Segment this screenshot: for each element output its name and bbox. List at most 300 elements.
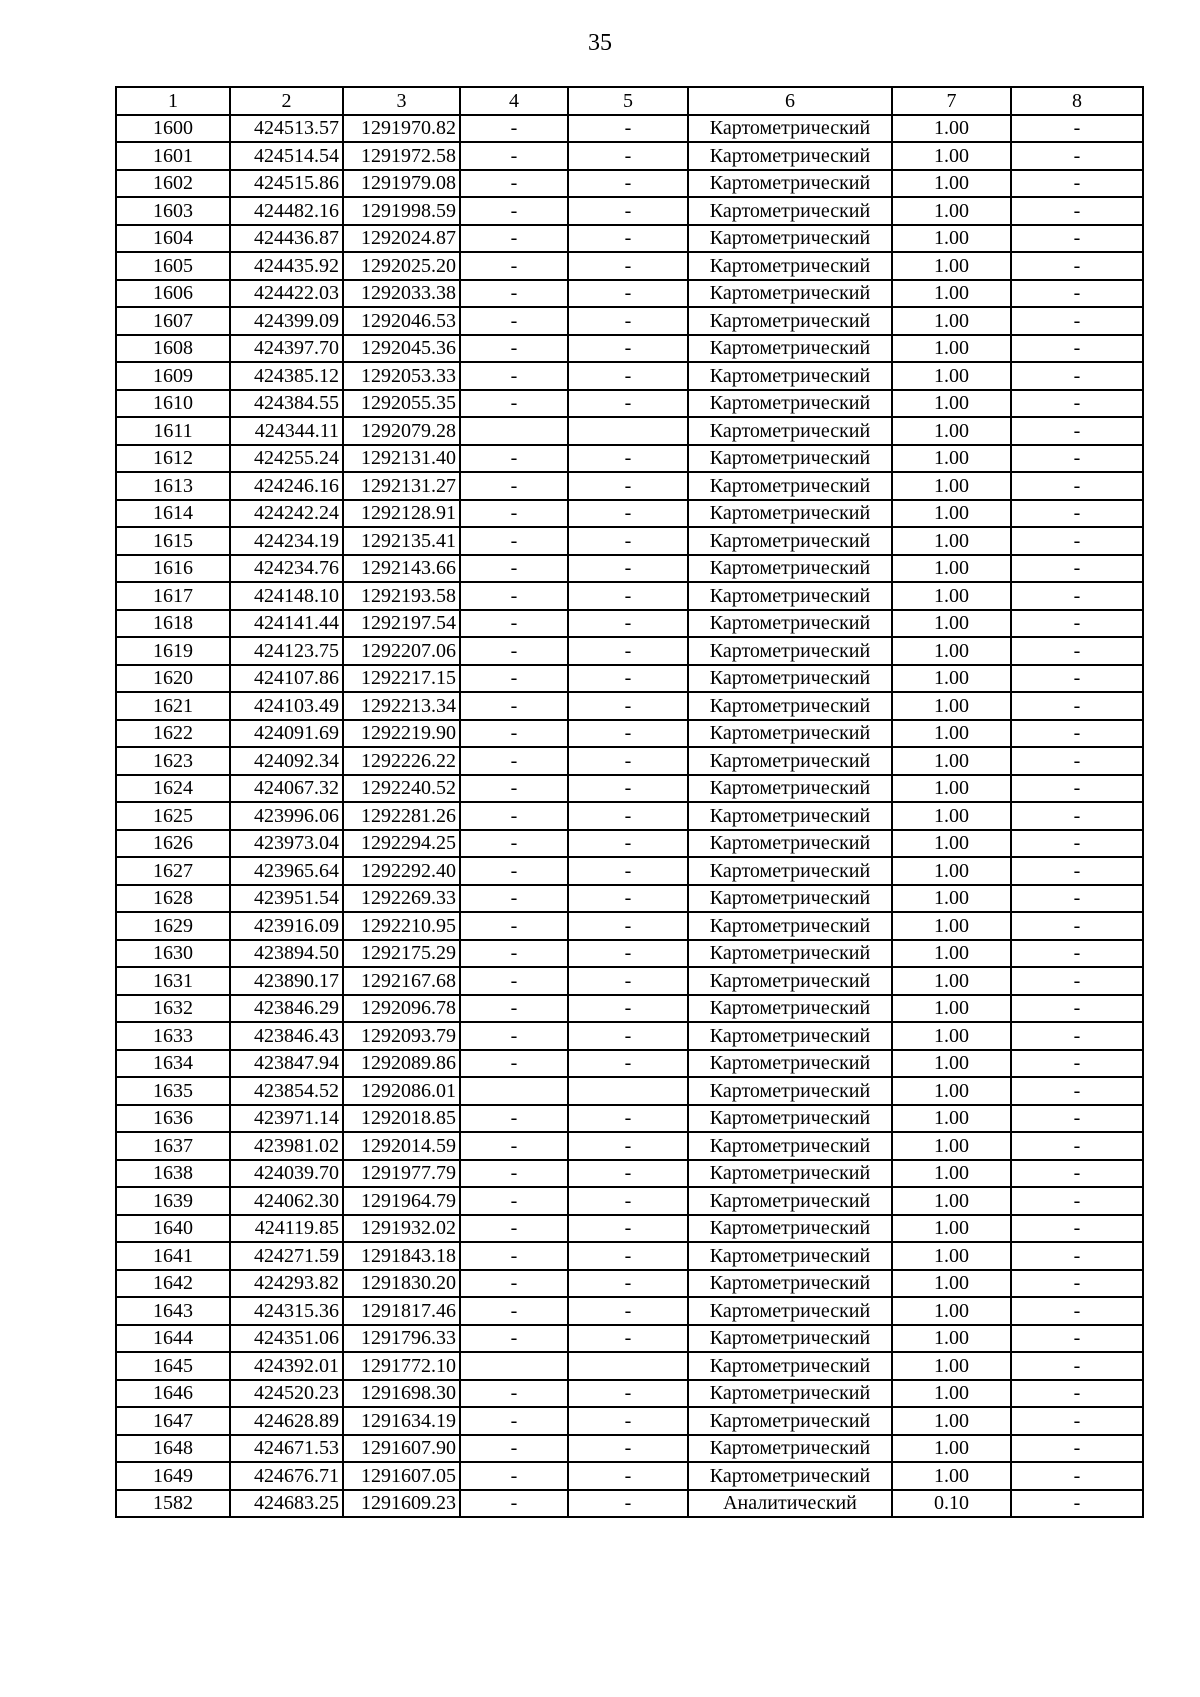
col5-cell: - xyxy=(568,775,688,803)
x-coordinate-cell: 424397.70 xyxy=(230,335,343,363)
method-cell: Картометрический xyxy=(688,197,892,225)
y-coordinate-cell: 1292096.78 xyxy=(343,995,460,1023)
method-cell: Картометрический xyxy=(688,1242,892,1270)
accuracy-cell: 1.00 xyxy=(892,252,1011,280)
col4-cell: - xyxy=(460,912,568,940)
col5-cell xyxy=(568,1352,688,1380)
point-number-cell: 1630 xyxy=(116,940,230,968)
y-coordinate-cell: 1292292.40 xyxy=(343,857,460,885)
y-coordinate-cell: 1291932.02 xyxy=(343,1215,460,1243)
column-header: 7 xyxy=(892,87,1011,115)
column-header: 6 xyxy=(688,87,892,115)
point-number-cell: 1645 xyxy=(116,1352,230,1380)
col5-cell: - xyxy=(568,1022,688,1050)
x-coordinate-cell: 424293.82 xyxy=(230,1270,343,1298)
method-cell: Картометрический xyxy=(688,1187,892,1215)
accuracy-cell: 1.00 xyxy=(892,610,1011,638)
point-number-cell: 1643 xyxy=(116,1297,230,1325)
accuracy-cell: 1.00 xyxy=(892,335,1011,363)
accuracy-cell: 1.00 xyxy=(892,1215,1011,1243)
point-number-cell: 1638 xyxy=(116,1160,230,1188)
x-coordinate-cell: 424399.09 xyxy=(230,307,343,335)
col4-cell: - xyxy=(460,252,568,280)
accuracy-cell: 1.00 xyxy=(892,417,1011,445)
y-coordinate-cell: 1292086.01 xyxy=(343,1077,460,1105)
method-cell: Картометрический xyxy=(688,1215,892,1243)
col8-cell: - xyxy=(1011,142,1143,170)
col8-cell: - xyxy=(1011,940,1143,968)
point-number-cell: 1611 xyxy=(116,417,230,445)
y-coordinate-cell: 1291609.23 xyxy=(343,1490,460,1518)
x-coordinate-cell: 424385.12 xyxy=(230,362,343,390)
col5-cell: - xyxy=(568,500,688,528)
accuracy-cell: 1.00 xyxy=(892,995,1011,1023)
point-number-cell: 1637 xyxy=(116,1132,230,1160)
col5-cell: - xyxy=(568,995,688,1023)
y-coordinate-cell: 1292175.29 xyxy=(343,940,460,968)
point-number-cell: 1631 xyxy=(116,967,230,995)
table-row xyxy=(116,142,1143,170)
point-number-cell: 1609 xyxy=(116,362,230,390)
col4-cell: - xyxy=(460,582,568,610)
col4-cell: - xyxy=(460,445,568,473)
method-cell: Картометрический xyxy=(688,527,892,555)
col5-cell: - xyxy=(568,885,688,913)
x-coordinate-cell: 424119.85 xyxy=(230,1215,343,1243)
accuracy-cell: 1.00 xyxy=(892,390,1011,418)
method-cell: Картометрический xyxy=(688,692,892,720)
col4-cell: - xyxy=(460,1297,568,1325)
y-coordinate-cell: 1292089.86 xyxy=(343,1050,460,1078)
col5-cell xyxy=(568,417,688,445)
y-coordinate-cell: 1292055.35 xyxy=(343,390,460,418)
table-row xyxy=(116,115,1143,143)
col4-cell xyxy=(460,1352,568,1380)
method-cell: Картометрический xyxy=(688,610,892,638)
accuracy-cell: 1.00 xyxy=(892,1160,1011,1188)
x-coordinate-cell: 423890.17 xyxy=(230,967,343,995)
y-coordinate-cell: 1291796.33 xyxy=(343,1325,460,1353)
col8-cell: - xyxy=(1011,637,1143,665)
accuracy-cell: 1.00 xyxy=(892,1050,1011,1078)
col4-cell: - xyxy=(460,857,568,885)
x-coordinate-cell: 424315.36 xyxy=(230,1297,343,1325)
y-coordinate-cell: 1292193.58 xyxy=(343,582,460,610)
y-coordinate-cell: 1291830.20 xyxy=(343,1270,460,1298)
table-row xyxy=(116,1077,1143,1105)
accuracy-cell: 1.00 xyxy=(892,197,1011,225)
col8-cell: - xyxy=(1011,225,1143,253)
point-number-cell: 1633 xyxy=(116,1022,230,1050)
col5-cell: - xyxy=(568,1270,688,1298)
col8-cell: - xyxy=(1011,1297,1143,1325)
col5-cell: - xyxy=(568,170,688,198)
table-row xyxy=(116,665,1143,693)
x-coordinate-cell: 424103.49 xyxy=(230,692,343,720)
col5-cell: - xyxy=(568,1187,688,1215)
y-coordinate-cell: 1291970.82 xyxy=(343,115,460,143)
col4-cell: - xyxy=(460,1022,568,1050)
col8-cell: - xyxy=(1011,1325,1143,1353)
point-number-cell: 1646 xyxy=(116,1380,230,1408)
point-number-cell: 1636 xyxy=(116,1105,230,1133)
col8-cell: - xyxy=(1011,1242,1143,1270)
x-coordinate-cell: 423916.09 xyxy=(230,912,343,940)
accuracy-cell: 0.10 xyxy=(892,1490,1011,1518)
col8-cell: - xyxy=(1011,472,1143,500)
y-coordinate-cell: 1291972.58 xyxy=(343,142,460,170)
table-row xyxy=(116,225,1143,253)
method-cell: Картометрический xyxy=(688,115,892,143)
accuracy-cell: 1.00 xyxy=(892,1462,1011,1490)
col4-cell: - xyxy=(460,115,568,143)
method-cell: Картометрический xyxy=(688,472,892,500)
col8-cell: - xyxy=(1011,1462,1143,1490)
method-cell: Картометрический xyxy=(688,500,892,528)
x-coordinate-cell: 424515.86 xyxy=(230,170,343,198)
method-cell: Картометрический xyxy=(688,747,892,775)
method-cell: Картометрический xyxy=(688,335,892,363)
col4-cell: - xyxy=(460,472,568,500)
method-cell: Картометрический xyxy=(688,252,892,280)
point-number-cell: 1642 xyxy=(116,1270,230,1298)
col5-cell: - xyxy=(568,1050,688,1078)
col4-cell: - xyxy=(460,555,568,583)
col4-cell: - xyxy=(460,280,568,308)
method-cell: Картометрический xyxy=(688,1297,892,1325)
accuracy-cell: 1.00 xyxy=(892,1105,1011,1133)
col8-cell: - xyxy=(1011,912,1143,940)
y-coordinate-cell: 1291843.18 xyxy=(343,1242,460,1270)
table-row xyxy=(116,720,1143,748)
col8-cell: - xyxy=(1011,115,1143,143)
accuracy-cell: 1.00 xyxy=(892,1380,1011,1408)
col8-cell: - xyxy=(1011,995,1143,1023)
col8-cell: - xyxy=(1011,1215,1143,1243)
col4-cell: - xyxy=(460,1462,568,1490)
x-coordinate-cell: 424234.76 xyxy=(230,555,343,583)
accuracy-cell: 1.00 xyxy=(892,747,1011,775)
y-coordinate-cell: 1292131.27 xyxy=(343,472,460,500)
accuracy-cell: 1.00 xyxy=(892,912,1011,940)
y-coordinate-cell: 1292024.87 xyxy=(343,225,460,253)
col4-cell: - xyxy=(460,527,568,555)
table-row xyxy=(116,1160,1143,1188)
col4-cell: - xyxy=(460,1050,568,1078)
y-coordinate-cell: 1291607.90 xyxy=(343,1435,460,1463)
method-cell: Аналитический xyxy=(688,1490,892,1518)
col4-cell: - xyxy=(460,1215,568,1243)
col4-cell: - xyxy=(460,1242,568,1270)
col5-cell: - xyxy=(568,582,688,610)
point-number-cell: 1629 xyxy=(116,912,230,940)
col8-cell: - xyxy=(1011,802,1143,830)
col8-cell: - xyxy=(1011,197,1143,225)
method-cell: Картометрический xyxy=(688,555,892,583)
table-row xyxy=(116,747,1143,775)
column-header: 2 xyxy=(230,87,343,115)
y-coordinate-cell: 1291817.46 xyxy=(343,1297,460,1325)
col4-cell: - xyxy=(460,802,568,830)
accuracy-cell: 1.00 xyxy=(892,1132,1011,1160)
col8-cell: - xyxy=(1011,747,1143,775)
accuracy-cell: 1.00 xyxy=(892,555,1011,583)
accuracy-cell: 1.00 xyxy=(892,307,1011,335)
y-coordinate-cell: 1292197.54 xyxy=(343,610,460,638)
table-row xyxy=(116,610,1143,638)
x-coordinate-cell: 424422.03 xyxy=(230,280,343,308)
x-coordinate-cell: 423846.29 xyxy=(230,995,343,1023)
accuracy-cell: 1.00 xyxy=(892,1435,1011,1463)
method-cell: Картометрический xyxy=(688,390,892,418)
method-cell: Картометрический xyxy=(688,445,892,473)
col8-cell: - xyxy=(1011,967,1143,995)
point-number-cell: 1649 xyxy=(116,1462,230,1490)
x-coordinate-cell: 424514.54 xyxy=(230,142,343,170)
col5-cell: - xyxy=(568,692,688,720)
col4-cell: - xyxy=(460,995,568,1023)
table-row xyxy=(116,307,1143,335)
col8-cell: - xyxy=(1011,335,1143,363)
y-coordinate-cell: 1292269.33 xyxy=(343,885,460,913)
table-row xyxy=(116,582,1143,610)
table-row xyxy=(116,417,1143,445)
method-cell: Картометрический xyxy=(688,417,892,445)
col8-cell: - xyxy=(1011,1160,1143,1188)
col8-cell: - xyxy=(1011,720,1143,748)
y-coordinate-cell: 1292093.79 xyxy=(343,1022,460,1050)
point-number-cell: 1628 xyxy=(116,885,230,913)
y-coordinate-cell: 1291979.08 xyxy=(343,170,460,198)
col8-cell: - xyxy=(1011,692,1143,720)
col8-cell: - xyxy=(1011,1352,1143,1380)
point-number-cell: 1615 xyxy=(116,527,230,555)
col8-cell: - xyxy=(1011,830,1143,858)
col4-cell: - xyxy=(460,142,568,170)
x-coordinate-cell: 423854.52 xyxy=(230,1077,343,1105)
accuracy-cell: 1.00 xyxy=(892,225,1011,253)
accuracy-cell: 1.00 xyxy=(892,1407,1011,1435)
y-coordinate-cell: 1291607.05 xyxy=(343,1462,460,1490)
accuracy-cell: 1.00 xyxy=(892,692,1011,720)
table-row xyxy=(116,362,1143,390)
table-row xyxy=(116,967,1143,995)
y-coordinate-cell: 1291634.19 xyxy=(343,1407,460,1435)
col5-cell: - xyxy=(568,307,688,335)
method-cell: Картометрический xyxy=(688,885,892,913)
table-row xyxy=(116,857,1143,885)
x-coordinate-cell: 424107.86 xyxy=(230,665,343,693)
accuracy-cell: 1.00 xyxy=(892,170,1011,198)
col4-cell: - xyxy=(460,720,568,748)
point-number-cell: 1632 xyxy=(116,995,230,1023)
point-number-cell: 1624 xyxy=(116,775,230,803)
col4-cell: - xyxy=(460,775,568,803)
accuracy-cell: 1.00 xyxy=(892,857,1011,885)
y-coordinate-cell: 1292025.20 xyxy=(343,252,460,280)
accuracy-cell: 1.00 xyxy=(892,885,1011,913)
table-header-row xyxy=(116,87,1143,115)
point-number-cell: 1601 xyxy=(116,142,230,170)
accuracy-cell: 1.00 xyxy=(892,775,1011,803)
point-number-cell: 1641 xyxy=(116,1242,230,1270)
col5-cell: - xyxy=(568,1380,688,1408)
col5-cell: - xyxy=(568,527,688,555)
table-row xyxy=(116,170,1143,198)
point-number-cell: 1614 xyxy=(116,500,230,528)
col4-cell: - xyxy=(460,1270,568,1298)
point-number-cell: 1648 xyxy=(116,1435,230,1463)
col8-cell: - xyxy=(1011,1187,1143,1215)
col5-cell: - xyxy=(568,637,688,665)
col5-cell: - xyxy=(568,280,688,308)
col4-cell: - xyxy=(460,610,568,638)
col5-cell: - xyxy=(568,197,688,225)
x-coordinate-cell: 423981.02 xyxy=(230,1132,343,1160)
col8-cell: - xyxy=(1011,1022,1143,1050)
method-cell: Картометрический xyxy=(688,1407,892,1435)
accuracy-cell: 1.00 xyxy=(892,1352,1011,1380)
col5-cell: - xyxy=(568,1325,688,1353)
y-coordinate-cell: 1292045.36 xyxy=(343,335,460,363)
col8-cell: - xyxy=(1011,1050,1143,1078)
method-cell: Картометрический xyxy=(688,1132,892,1160)
point-number-cell: 1606 xyxy=(116,280,230,308)
col5-cell: - xyxy=(568,610,688,638)
col8-cell: - xyxy=(1011,1270,1143,1298)
col8-cell: - xyxy=(1011,885,1143,913)
x-coordinate-cell: 424255.24 xyxy=(230,445,343,473)
col5-cell xyxy=(568,1077,688,1105)
method-cell: Картометрический xyxy=(688,637,892,665)
col8-cell: - xyxy=(1011,1132,1143,1160)
x-coordinate-cell: 424435.92 xyxy=(230,252,343,280)
x-coordinate-cell: 424351.06 xyxy=(230,1325,343,1353)
col4-cell: - xyxy=(460,1160,568,1188)
y-coordinate-cell: 1292294.25 xyxy=(343,830,460,858)
col4-cell: - xyxy=(460,1132,568,1160)
col4-cell: - xyxy=(460,967,568,995)
x-coordinate-cell: 423996.06 xyxy=(230,802,343,830)
y-coordinate-cell: 1292014.59 xyxy=(343,1132,460,1160)
x-coordinate-cell: 423846.43 xyxy=(230,1022,343,1050)
col5-cell: - xyxy=(568,1105,688,1133)
point-number-cell: 1604 xyxy=(116,225,230,253)
col4-cell: - xyxy=(460,830,568,858)
accuracy-cell: 1.00 xyxy=(892,527,1011,555)
y-coordinate-cell: 1292281.26 xyxy=(343,802,460,830)
y-coordinate-cell: 1292135.41 xyxy=(343,527,460,555)
x-coordinate-cell: 423847.94 xyxy=(230,1050,343,1078)
method-cell: Картометрический xyxy=(688,1160,892,1188)
y-coordinate-cell: 1291698.30 xyxy=(343,1380,460,1408)
col5-cell: - xyxy=(568,225,688,253)
y-coordinate-cell: 1291772.10 xyxy=(343,1352,460,1380)
x-coordinate-cell: 424482.16 xyxy=(230,197,343,225)
table-row xyxy=(116,885,1143,913)
col5-cell: - xyxy=(568,1407,688,1435)
column-header: 8 xyxy=(1011,87,1143,115)
accuracy-cell: 1.00 xyxy=(892,940,1011,968)
col8-cell: - xyxy=(1011,857,1143,885)
method-cell: Картометрический xyxy=(688,802,892,830)
x-coordinate-cell: 424067.32 xyxy=(230,775,343,803)
table-body xyxy=(116,115,1143,1518)
accuracy-cell: 1.00 xyxy=(892,1022,1011,1050)
accuracy-cell: 1.00 xyxy=(892,362,1011,390)
table-row xyxy=(116,940,1143,968)
accuracy-cell: 1.00 xyxy=(892,1242,1011,1270)
table-row xyxy=(116,252,1143,280)
y-coordinate-cell: 1292018.85 xyxy=(343,1105,460,1133)
col4-cell: - xyxy=(460,390,568,418)
x-coordinate-cell: 424344.11 xyxy=(230,417,343,445)
col5-cell: - xyxy=(568,940,688,968)
col5-cell: - xyxy=(568,747,688,775)
y-coordinate-cell: 1292053.33 xyxy=(343,362,460,390)
col8-cell: - xyxy=(1011,500,1143,528)
col4-cell: - xyxy=(460,637,568,665)
column-header: 3 xyxy=(343,87,460,115)
method-cell: Картометрический xyxy=(688,1022,892,1050)
point-number-cell: 1582 xyxy=(116,1490,230,1518)
accuracy-cell: 1.00 xyxy=(892,1270,1011,1298)
accuracy-cell: 1.00 xyxy=(892,445,1011,473)
table-row xyxy=(116,637,1143,665)
method-cell: Картометрический xyxy=(688,582,892,610)
table-row xyxy=(116,445,1143,473)
accuracy-cell: 1.00 xyxy=(892,720,1011,748)
x-coordinate-cell: 423971.14 xyxy=(230,1105,343,1133)
y-coordinate-cell: 1292210.95 xyxy=(343,912,460,940)
col5-cell: - xyxy=(568,830,688,858)
method-cell: Картометрический xyxy=(688,1462,892,1490)
y-coordinate-cell: 1292167.68 xyxy=(343,967,460,995)
x-coordinate-cell: 424436.87 xyxy=(230,225,343,253)
table-row xyxy=(116,802,1143,830)
method-cell: Картометрический xyxy=(688,1077,892,1105)
col5-cell: - xyxy=(568,1132,688,1160)
col5-cell: - xyxy=(568,362,688,390)
col5-cell: - xyxy=(568,555,688,583)
point-number-cell: 1623 xyxy=(116,747,230,775)
col8-cell: - xyxy=(1011,1435,1143,1463)
col5-cell: - xyxy=(568,802,688,830)
accuracy-cell: 1.00 xyxy=(892,472,1011,500)
y-coordinate-cell: 1292131.40 xyxy=(343,445,460,473)
point-number-cell: 1619 xyxy=(116,637,230,665)
table-row xyxy=(116,1242,1143,1270)
col4-cell: - xyxy=(460,335,568,363)
col8-cell: - xyxy=(1011,555,1143,583)
table-row xyxy=(116,1187,1143,1215)
accuracy-cell: 1.00 xyxy=(892,830,1011,858)
method-cell: Картометрический xyxy=(688,967,892,995)
y-coordinate-cell: 1292128.91 xyxy=(343,500,460,528)
point-number-cell: 1627 xyxy=(116,857,230,885)
col5-cell: - xyxy=(568,445,688,473)
x-coordinate-cell: 424039.70 xyxy=(230,1160,343,1188)
point-number-cell: 1613 xyxy=(116,472,230,500)
method-cell: Картометрический xyxy=(688,280,892,308)
table-row xyxy=(116,692,1143,720)
col8-cell: - xyxy=(1011,582,1143,610)
method-cell: Картометрический xyxy=(688,362,892,390)
x-coordinate-cell: 424062.30 xyxy=(230,1187,343,1215)
x-coordinate-cell: 424628.89 xyxy=(230,1407,343,1435)
accuracy-cell: 1.00 xyxy=(892,637,1011,665)
method-cell: Картометрический xyxy=(688,857,892,885)
